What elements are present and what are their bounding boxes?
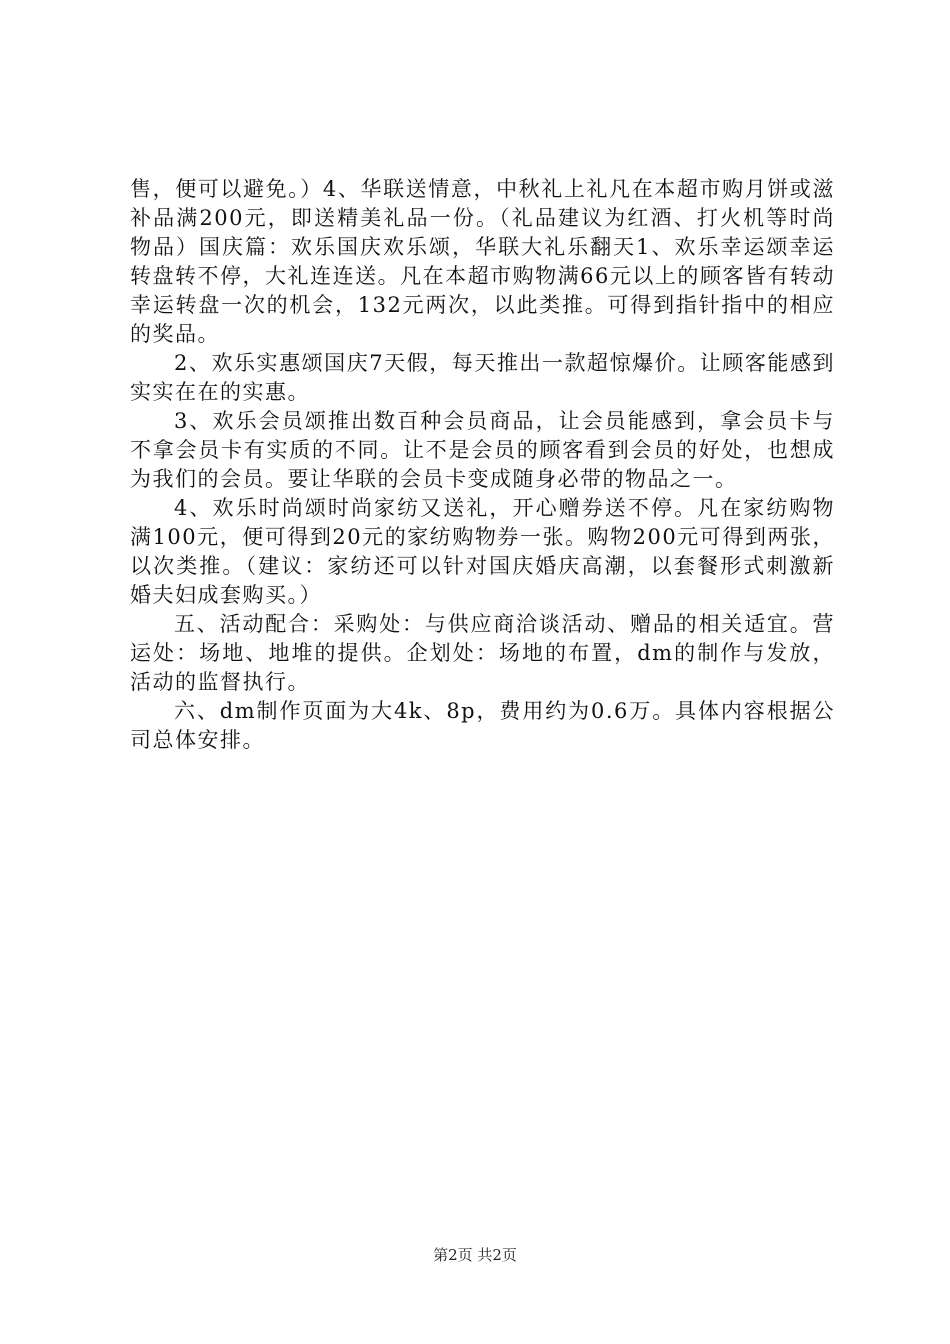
document-body: [130, 175, 835, 755]
paragraph-4: 4、欢乐时尚颂时尚家纺又送礼，开心赠券送不停。凡在家纺购物满100元，便可得到20元的家纺购物券一张。购物200元可得到两张，以次类推。（建议：家纺还可以针对国庆婚庆高潮，以套餐形式刺激新婚夫妇成套购买。）: [130, 496, 835, 607]
paragraph-6: 六、dm制作页面为大4k、8p，费用约为0.6万。具体内容根据公司总体安排。: [130, 699, 835, 752]
paragraph-2: 2、欢乐实惠颂国庆7天假，每天推出一款超惊爆价。让顾客能感到实实在在的实惠。: [130, 351, 835, 404]
paragraph-1: 售，便可以避免。）4、华联送情意，中秋礼上礼凡在本超市购月饼或滋补品满200元，即送精美礼品一份。（礼品建议为红酒、打火机等时尚物品）国庆篇：欢乐国庆欢乐颂，华联大礼乐翻天1、欢乐幸运颂幸运转盘转不停，大礼连连送。凡在本超市购物满66元以上的顾客皆有转动幸运转盘一次的机会，132元两次，以此类推。可得到指针指中的相应的奖品。: [130, 177, 835, 346]
page-number-footer: 第2页 共2页: [433, 1246, 517, 1264]
paragraph-5: 五、活动配合：采购处：与供应商洽谈活动、赠品的相关适宜。营运处：场地、地堆的提供。企划处：场地的布置，dm的制作与发放，活动的监督执行。: [130, 612, 835, 694]
paragraph-3: 3、欢乐会员颂推出数百种会员商品，让会员能感到，拿会员卡与不拿会员卡有实质的不同。让不是会员的顾客看到会员的好处，也想成为我们的会员。要让华联的会员卡变成随身必带的物品之一。: [130, 409, 835, 491]
